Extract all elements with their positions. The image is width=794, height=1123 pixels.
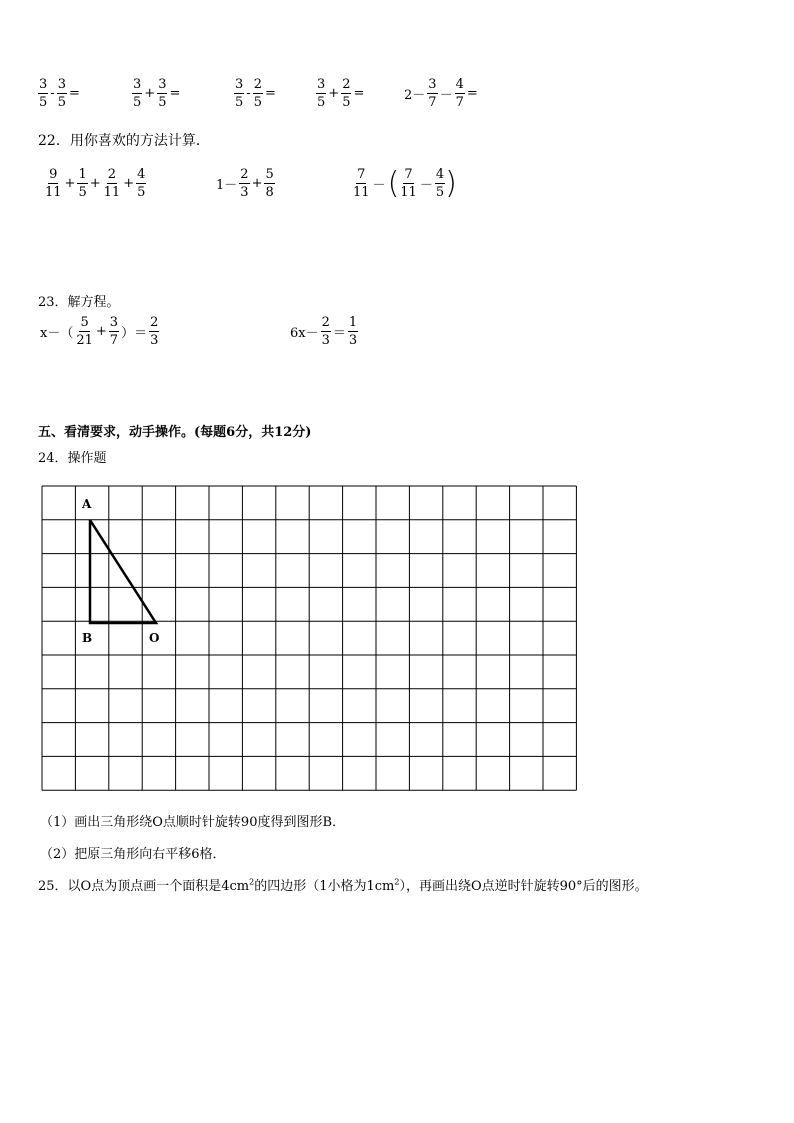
question-25-text — [38, 875, 648, 894]
numerator: 2 — [240, 167, 249, 182]
denominator: 5 — [435, 185, 445, 200]
fraction — [399, 168, 418, 199]
denominator: 3 — [240, 185, 249, 200]
triangle — [90, 520, 156, 623]
denominator: 7 — [109, 333, 119, 348]
expression — [132, 78, 182, 109]
numerator: 1 — [78, 167, 87, 182]
numerator: 1 — [348, 315, 358, 330]
denominator: 21 — [76, 333, 93, 348]
operator: + — [328, 86, 340, 101]
expression — [352, 165, 457, 201]
expression — [44, 168, 146, 199]
denominator: 3 — [321, 333, 330, 348]
q25-text-after: ），再画出绕O点逆时针旋转90°后的图形。 — [399, 879, 648, 894]
question-24-title: 24．操作题 — [38, 451, 107, 466]
fraction — [77, 168, 87, 199]
denominator: 7 — [455, 95, 464, 110]
question-22-title: 22．用你喜欢的方法计算． — [38, 133, 210, 149]
point-b-label: B — [82, 631, 93, 645]
point-o-label: O — [149, 631, 160, 645]
numerator: 3 — [235, 77, 244, 92]
numerator: 3 — [428, 77, 437, 92]
numerator: 4 — [435, 167, 445, 182]
numerator: 7 — [357, 167, 366, 182]
numerator: 3 — [133, 77, 142, 92]
denominator: 5 — [39, 95, 48, 110]
numerator: 2 — [342, 77, 351, 92]
fraction — [57, 78, 67, 109]
expression — [214, 168, 275, 199]
operator: ＝ — [332, 326, 346, 341]
fraction — [435, 168, 445, 199]
operator: = — [353, 86, 365, 101]
operator: = — [169, 86, 181, 101]
operator: + — [64, 176, 76, 191]
numerator: 2 — [107, 167, 117, 182]
fraction — [132, 78, 142, 109]
operator: + — [95, 324, 107, 339]
question-24-item-2: （2）把原三角形向右平移6格． — [40, 847, 226, 862]
fraction — [44, 168, 63, 199]
numerator: 5 — [265, 167, 274, 182]
operator: x－（ — [40, 326, 74, 341]
denominator: 3 — [348, 333, 358, 348]
q25-sup-2: 2 — [394, 877, 400, 887]
operator: － — [372, 178, 386, 193]
denominator: 5 — [235, 95, 244, 110]
expression — [402, 78, 480, 109]
expression — [316, 78, 366, 109]
operator: - — [246, 86, 251, 101]
denominator: 11 — [353, 185, 370, 200]
q25-text-middle: 的四边形（1小格为1cm — [254, 879, 395, 894]
numerator: 7 — [404, 167, 413, 182]
fraction — [103, 168, 122, 199]
question-24-item-1: （1）画出三角形绕O点顺时针旋转90度得到图形B． — [40, 815, 346, 830]
fraction — [253, 78, 263, 109]
denominator: 5 — [158, 95, 167, 110]
fraction — [455, 78, 465, 109]
denominator: 5 — [317, 95, 326, 110]
fraction — [157, 78, 167, 109]
fraction — [316, 78, 326, 109]
expression — [234, 78, 278, 109]
equation-row-23 — [38, 316, 398, 358]
parenthesis: ( — [387, 165, 400, 201]
denominator: 3 — [150, 333, 159, 348]
operator: 1－ — [216, 178, 238, 193]
numerator: 3 — [57, 77, 66, 92]
fraction — [75, 316, 94, 347]
denominator: 5 — [57, 95, 66, 110]
operator: － — [419, 178, 433, 193]
operator: = — [68, 86, 80, 101]
grid-lines — [42, 486, 576, 790]
q25-text-before: 25．以O点为顶点画一个面积是4cm — [38, 879, 250, 894]
denominator: 11 — [103, 185, 121, 200]
equation — [288, 316, 358, 347]
denominator: 11 — [400, 185, 417, 200]
equation — [38, 316, 159, 347]
operator: ）＝ — [121, 326, 148, 341]
fraction — [109, 316, 119, 347]
operator: 2－ — [404, 88, 426, 103]
fraction — [234, 78, 244, 109]
fraction — [427, 78, 437, 109]
grid-figure — [40, 484, 580, 792]
numerator: 3 — [317, 77, 326, 92]
numerator: 2 — [150, 315, 159, 330]
operator: 6x－ — [290, 326, 319, 341]
fraction — [149, 316, 159, 347]
fraction — [341, 78, 351, 109]
fraction-row-1 — [38, 78, 498, 118]
operator: + — [123, 176, 135, 191]
fraction — [264, 168, 274, 199]
numerator: 3 — [39, 77, 48, 92]
numerator: 9 — [49, 167, 58, 182]
fraction — [38, 78, 48, 109]
parenthesis: ) — [445, 165, 457, 201]
numerator: 2 — [321, 315, 330, 330]
numerator: 5 — [80, 315, 89, 330]
fraction — [239, 168, 249, 199]
numerator: 2 — [253, 77, 262, 92]
denominator: 5 — [342, 95, 351, 110]
numerator: 4 — [455, 77, 464, 92]
numerator: 3 — [158, 77, 167, 92]
denominator: 7 — [428, 95, 437, 110]
operator: - — [50, 86, 55, 101]
operator: + — [144, 86, 156, 101]
denominator: 5 — [253, 95, 262, 110]
fraction — [352, 168, 371, 199]
section-5-title: 五、看清要求，动手操作。(每题6分，共12分) — [38, 425, 312, 440]
denominator: 8 — [265, 185, 274, 200]
denominator: 5 — [137, 185, 146, 200]
operator: + — [89, 176, 101, 191]
question-23-title: 23．解方程。 — [38, 295, 120, 310]
fraction — [348, 316, 358, 347]
denominator: 5 — [133, 95, 142, 110]
denominator: 5 — [78, 185, 87, 200]
point-a-label: A — [82, 497, 92, 511]
fraction — [321, 316, 331, 347]
numerator: 4 — [137, 167, 146, 182]
denominator: 11 — [45, 185, 62, 200]
operator: － — [439, 88, 453, 103]
operator: + — [251, 176, 263, 191]
fraction — [136, 168, 146, 199]
operator: = — [466, 86, 478, 101]
q25-sup-1: 2 — [249, 877, 255, 887]
operator: = — [264, 86, 276, 101]
expression — [38, 78, 82, 109]
fraction-row-22 — [44, 165, 464, 208]
numerator: 3 — [109, 315, 119, 330]
